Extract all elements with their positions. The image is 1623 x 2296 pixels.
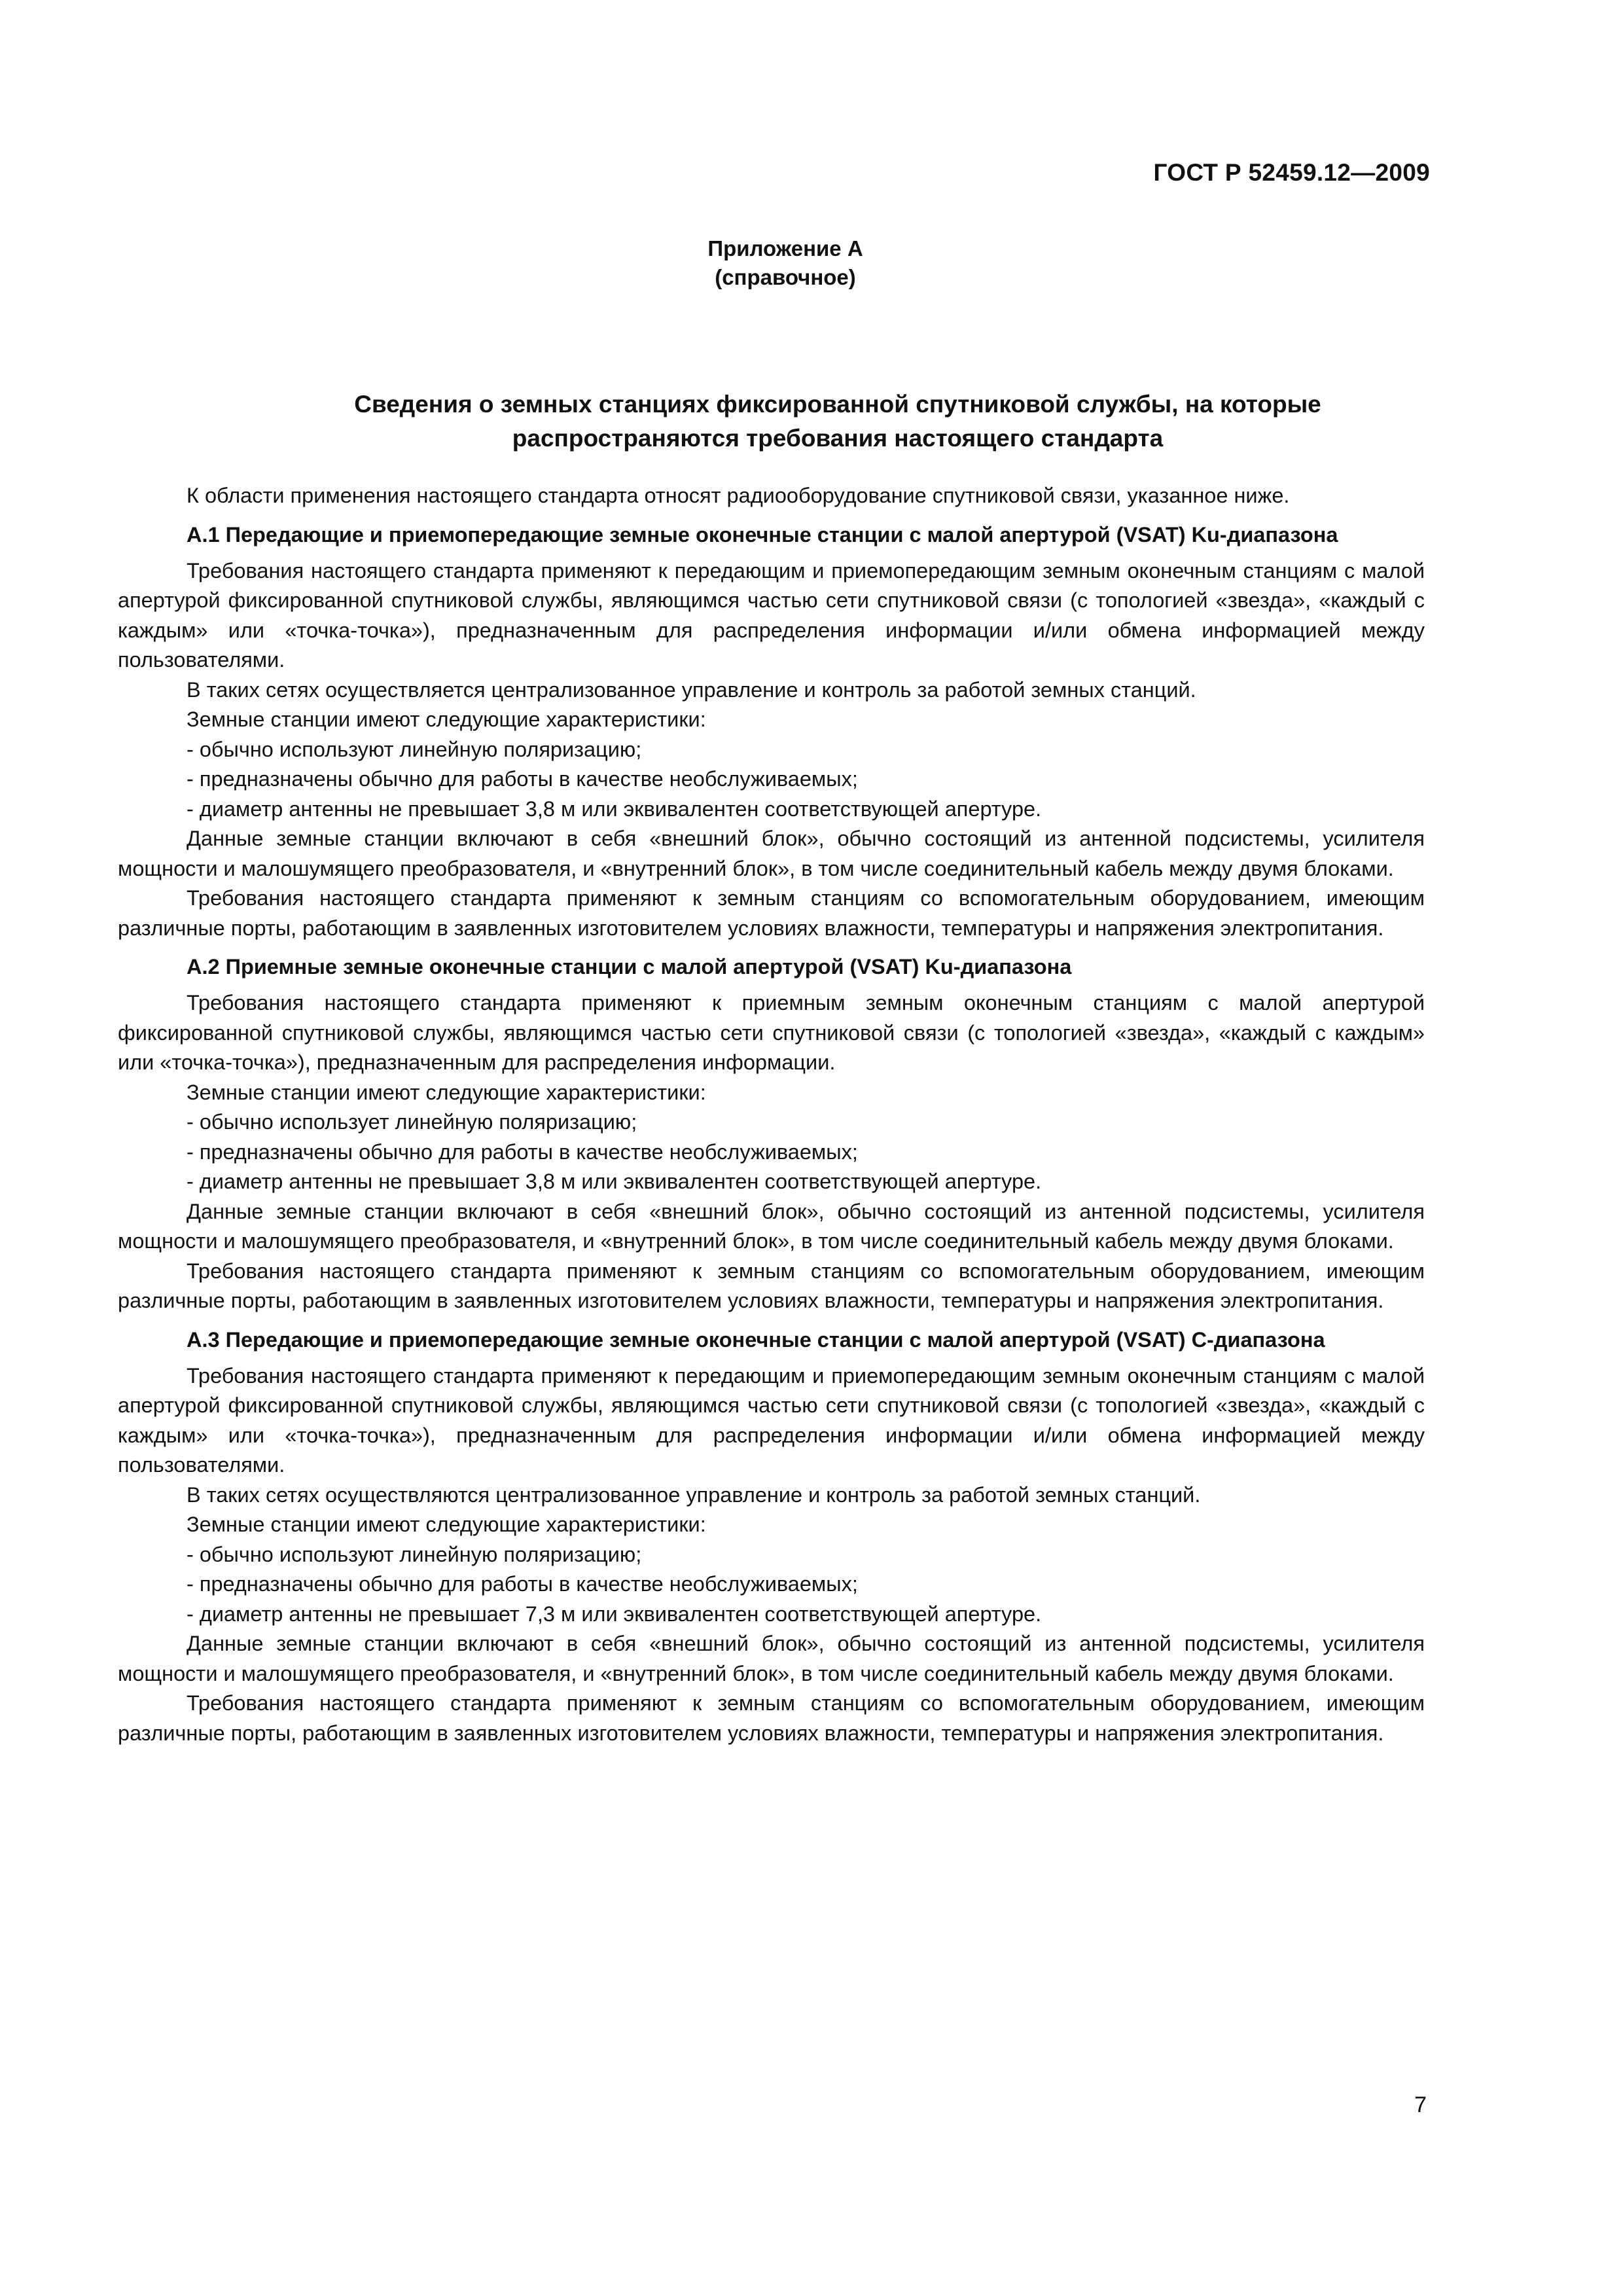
annex-title: Приложение А: [707, 236, 863, 260]
annex-status: (справочное): [715, 265, 856, 289]
paragraph: В таких сетях осуществляется централизованное управление и контроль за работой земных станций.: [187, 677, 1196, 702]
page-number: 7: [1414, 2092, 1427, 2117]
page-title-line-2: распространяются требования настоящего стандарта: [512, 425, 1164, 452]
section-heading: А.3 Передающие и приемопередающие земные оконечные станции с малой апертурой (VSAT) С-диапазона: [187, 1327, 1325, 1352]
list-item: - обычно используют линейную поляризацию;: [187, 1542, 642, 1566]
paragraph: Земные станции имеют следующие характеристики:: [187, 1513, 706, 1536]
paragraph: Данные земные станции включают в себя «внешний блок», обычно состоящий из антенной подсистемы, усилителя мощности и малошумящего преобразователя, и «внутренний блок», в том числе соединительный кабель между двумя блоками.: [118, 1632, 1425, 1685]
list-item: - обычно используют линейную поляризацию;: [187, 737, 642, 761]
intro-paragraph: К области применения настоящего стандарта относят радиооборудование спутниковой связи, указанное ниже.: [187, 484, 1290, 507]
annex-heading: [0, 234, 1571, 292]
section-heading: А.2 Приемные земные оконечные станции с малой апертурой (VSAT) Ku-диапазона: [187, 955, 1072, 978]
list-item: - предназначены обычно для работы в качестве необслуживаемых;: [187, 1572, 858, 1596]
page-title: [118, 387, 1558, 456]
paragraph: Данные земные станции включают в себя «внешний блок», обычно состоящий из антенной подсистемы, усилителя мощности и малошумящего преобразователя, и «внутренний блок», в том числе соединительный кабель между двумя блоками.: [118, 827, 1425, 880]
section-a2: [118, 952, 1425, 1316]
paragraph: Земные станции имеют следующие характеристики:: [187, 1080, 706, 1104]
paragraph: В таких сетях осуществляются централизованное управление и контроль за работой земных станций.: [187, 1482, 1201, 1507]
paragraph: Земные станции имеют следующие характеристики:: [187, 708, 706, 731]
list-item: - обычно использует линейную поляризацию;: [187, 1110, 637, 1134]
section-a1: [118, 520, 1425, 944]
document-code: ГОСТ Р 52459.12—2009: [1153, 159, 1430, 186]
paragraph: Требования настоящего стандарта применяют к земным станциям со вспомогательным оборудованием, имеющим различные порты, работающим в заявленных изготовителем условиях влажности, температуры и напряжения электропитания.: [118, 1259, 1425, 1312]
list-item: - предназначены обычно для работы в качестве необслуживаемых;: [187, 1139, 858, 1164]
list-item: - диаметр антенны не превышает 3,8 м или эквивалентен соответствующей апертуре.: [187, 1170, 1042, 1193]
paragraph: Требования настоящего стандарта применяют к передающим и приемопередающим земным оконечным станциям с малой апертурой фиксированной спутниковой службы, являющимся частью сети спутниковой связи (с топологией «звезда», «каждый с каждым» или «точка-точка»), предназначенным для распределения информации и/или обмена информацией между пользователями.: [118, 558, 1425, 672]
page-title-line-1: Сведения о земных станциях фиксированной спутниковой службы, на которые: [354, 391, 1321, 418]
paragraph: Данные земные станции включают в себя «внешний блок», обычно состоящий из антенной подсистемы, усилителя мощности и малошумящего преобразователя, и «внутренний блок», в том числе соединительный кабель между двумя блоками.: [118, 1199, 1425, 1253]
section-a3: [118, 1325, 1425, 1749]
paragraph: Требования настоящего стандарта применяют к земным станциям со вспомогательным оборудованием, имеющим различные порты, работающим в заявленных изготовителем условиях влажности, температуры и напряжения электропитания.: [118, 886, 1425, 940]
list-item: - предназначены обычно для работы в качестве необслуживаемых;: [187, 767, 858, 791]
paragraph: Требования настоящего стандарта применяют к передающим и приемопередающим земным оконечным станциям с малой апертурой фиксированной спутниковой службы, являющимся частью сети спутниковой связи (с топологией «звезда», «каждый с каждым» или «точка-точка»), предназначенным для распределения информации и/или обмена информацией между пользователями.: [118, 1363, 1425, 1477]
paragraph: Требования настоящего стандарта применяют к земным станциям со вспомогательным оборудованием, имеющим различные порты, работающим в заявленных изготовителем условиях влажности, температуры и напряжения электропитания.: [118, 1691, 1425, 1745]
list-item: - диаметр антенны не превышает 3,8 м или эквивалентен соответствующей апертуре.: [187, 797, 1042, 821]
document-body: [118, 481, 1425, 1748]
section-heading: А.1 Передающие и приемопередающие земные оконечные станции с малой апертурой (VSAT) Ku-диапазона: [187, 522, 1338, 547]
list-item: - диаметр антенны не превышает 7,3 м или эквивалентен соответствующей апертуре.: [187, 1602, 1042, 1626]
paragraph: Требования настоящего стандарта применяют к приемным земным оконечным станциям с малой апертурой фиксированной спутниковой службы, являющимся частью сети спутниковой связи (с топологией «звезда», «каждый с каждым» или «точка-точка»), предназначенным для распределения информации.: [118, 991, 1425, 1074]
